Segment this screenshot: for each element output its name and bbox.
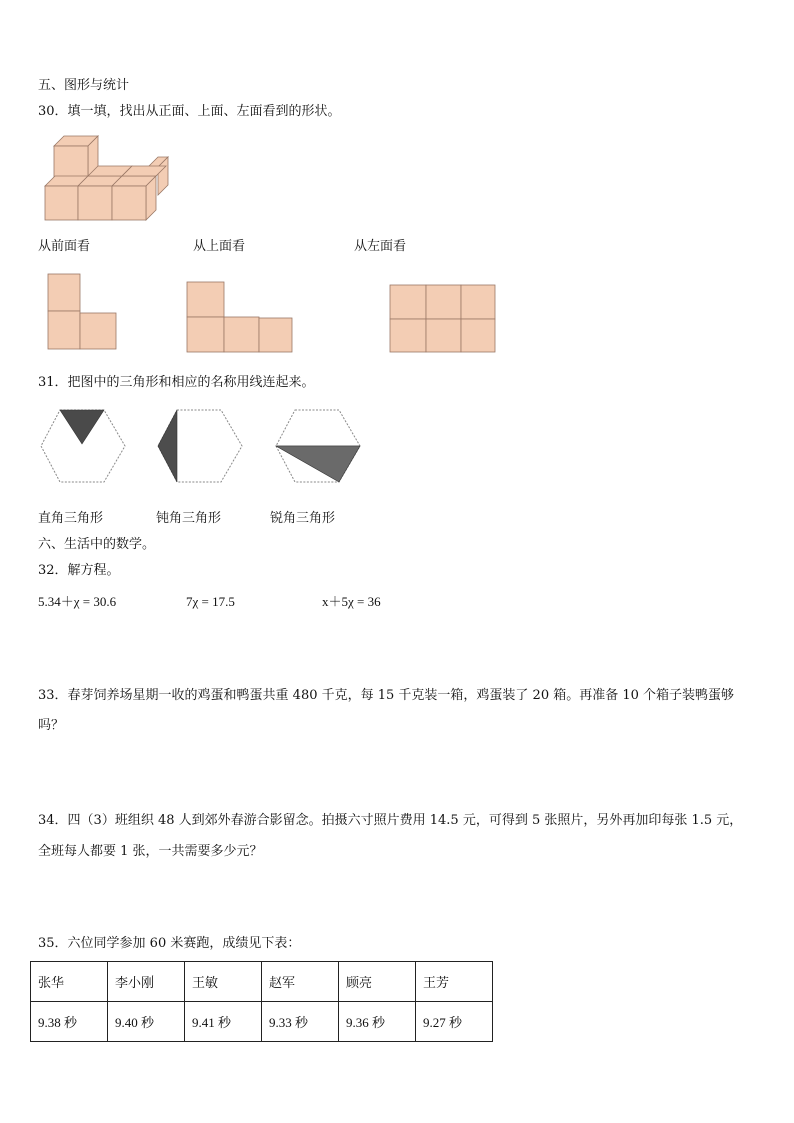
view-label-left: 从左面看	[354, 239, 407, 254]
triangle-name-obtuse: 钝角三角形	[156, 511, 222, 526]
table-cell-name: 张华	[31, 962, 108, 1002]
question-31-text: 31．把图中的三角形和相应的名称用线连起来。	[38, 375, 315, 390]
triangle-name-acute: 锐角三角形	[270, 511, 336, 526]
equation-3: x＋5χ = 36	[322, 594, 381, 609]
left-view-shape	[389, 284, 499, 356]
top-view-shape	[186, 281, 296, 356]
table-cell-name: 顾亮	[339, 962, 416, 1002]
hexagon-acute-triangle	[274, 408, 362, 484]
question-35-text: 35．六位同学参加 60 米赛跑，成绩见下表：	[38, 936, 301, 951]
question-33-line2: 吗？	[38, 718, 65, 733]
table-cell-name: 王芳	[416, 962, 493, 1002]
question-32-text: 32．解方程。	[38, 563, 120, 578]
table-cell-name: 赵军	[262, 962, 339, 1002]
equation-1: 5.34＋χ = 30.6	[38, 594, 117, 609]
question-30-text: 30．填一填，找出从正面、上面、左面看到的形状。	[38, 104, 341, 119]
table-cell-name: 李小刚	[108, 962, 185, 1002]
section-title-6: 六、生活中的数学。	[38, 537, 156, 552]
table-cell-time: 9.41 秒	[185, 1002, 262, 1042]
question-33-line1: 33．春芽饲养场星期一收的鸡蛋和鸭蛋共重 480 千克，每 15 千克装一箱，鸡蛋装了 20 箱。再准备 10 个箱子装鸭蛋够	[38, 688, 735, 703]
view-label-front: 从前面看	[38, 239, 91, 254]
table-row-names	[31, 962, 493, 1002]
question-34-line2: 全班每人都要 1 张，一共需要多少元？	[38, 844, 263, 859]
question-34-line1: 34．四（3）班组织 48 人到郊外春游合影留念。拍摄六寸照片费用 14.5 元，可得到 5 张照片，另外再加印每张 1.5 元，	[38, 813, 743, 828]
table-cell-name: 王敏	[185, 962, 262, 1002]
table-cell-time: 9.27 秒	[416, 1002, 493, 1042]
view-label-top: 从上面看	[193, 239, 246, 254]
table-row-times	[31, 1002, 493, 1042]
table-cell-time: 9.33 秒	[262, 1002, 339, 1042]
triangle-name-right: 直角三角形	[38, 511, 104, 526]
table-cell-time: 9.36 秒	[339, 1002, 416, 1042]
table-cell-time: 9.40 秒	[108, 1002, 185, 1042]
table-cell-time: 9.38 秒	[31, 1002, 108, 1042]
cube-figure	[40, 130, 175, 230]
equation-2: 7χ = 17.5	[186, 594, 235, 609]
hexagon-right-triangle	[39, 408, 127, 484]
hexagon-obtuse-triangle	[156, 408, 244, 484]
front-view-shape	[47, 272, 119, 352]
race-results-table	[30, 961, 493, 1042]
section-title-5: 五、图形与统计	[38, 78, 130, 93]
